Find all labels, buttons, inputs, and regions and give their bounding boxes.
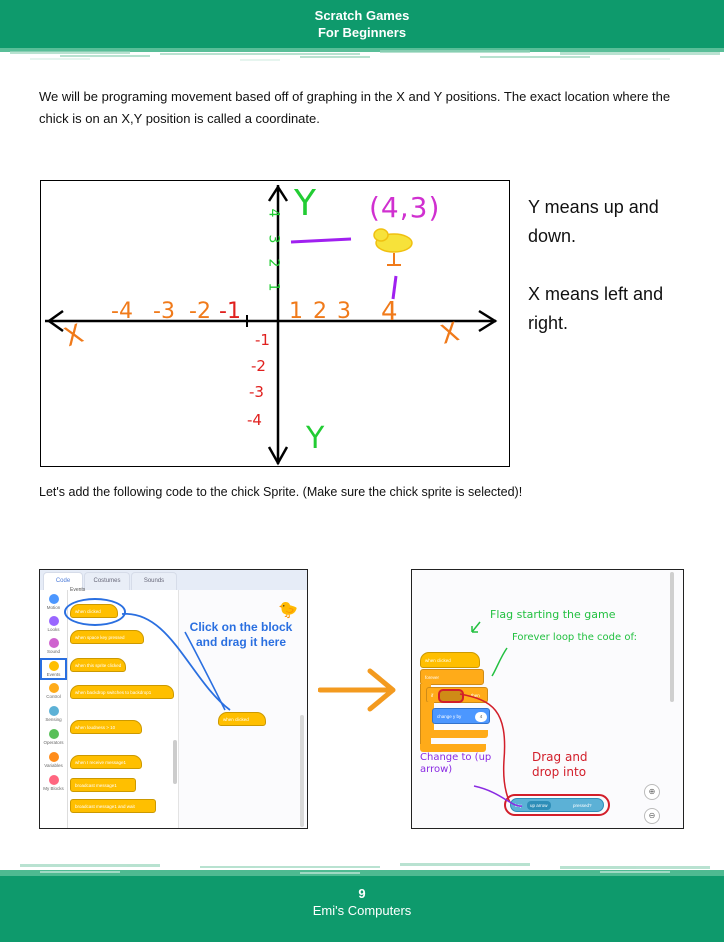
- y-label-neg4: -4: [247, 411, 262, 429]
- chick-drawing: [374, 229, 412, 265]
- coordinate-graph: [40, 180, 510, 467]
- forever-label: forever: [425, 675, 440, 680]
- section-label-events: Events: [70, 587, 86, 593]
- block-when-key-pressed-label: when space key pressed: [75, 635, 125, 640]
- x-axis-right-label: X: [437, 317, 463, 351]
- block-when-sprite-clicked-label: when this sprite clicked: [75, 663, 122, 668]
- x-axis-left-label: X: [60, 318, 88, 354]
- x-label-2: 2: [313, 299, 327, 324]
- y-label-neg3: -3: [249, 383, 264, 401]
- code-tab-label: Code: [55, 578, 71, 584]
- change-note: Change to (up arrow): [420, 752, 492, 775]
- x-label-1: 1: [289, 299, 303, 324]
- x-label-neg2: -2: [189, 299, 211, 324]
- dragged-block-label: when clicked: [223, 717, 249, 722]
- if-label: if: [431, 693, 434, 698]
- header-texture: [0, 42, 724, 64]
- footer-company: Emi's Computers: [312, 903, 412, 918]
- page-number: 9: [358, 886, 366, 901]
- flag-note: Flag starting the game: [490, 608, 616, 621]
- x-meaning-text: X means left and right.: [528, 284, 664, 333]
- header-band: [0, 0, 724, 46]
- instruction-text: Let's add the following code to the chick Sprite. (Make sure the chick sprite is selected)!: [39, 485, 523, 499]
- x-label-neg3: -3: [153, 299, 175, 324]
- sounds-tab-label: Sounds: [143, 578, 165, 584]
- category-sound-label: Sound: [46, 649, 60, 654]
- category-sensing-label: Sensing: [45, 717, 62, 722]
- costumes-tab-label: Costumes: [93, 578, 121, 584]
- y-label-neg2: -2: [251, 357, 266, 375]
- y-label-neg1: -1: [255, 331, 270, 349]
- block-when-backdrop-switches-label: when backdrop switches to backdrop1: [75, 690, 152, 695]
- block-when-loudness-label: when loudness > 10: [75, 725, 116, 730]
- y-axis-bottom-label: Y: [306, 421, 325, 456]
- y-label-2: 2: [265, 258, 282, 268]
- block-when-i-receive-label: when I receive message1: [75, 760, 127, 765]
- header-title-line2: For Beginners: [317, 25, 407, 40]
- drag-path-arrow: [40, 570, 308, 829]
- x-label-3: 3: [337, 299, 351, 324]
- category-operators-label: Operators: [43, 740, 64, 745]
- y-label-1: 1: [265, 282, 282, 292]
- change-y-label: change y by: [437, 714, 462, 719]
- x-label-neg4: -4: [111, 299, 133, 324]
- block-broadcast-label: broadcast message1: [75, 783, 117, 788]
- sensing-pressed-label: pressed?: [573, 803, 592, 808]
- change-y-value[interactable]: 4: [475, 712, 487, 722]
- y-axis-top-label: Y: [294, 183, 316, 224]
- y-label-4: 4: [265, 208, 282, 218]
- intro-paragraph: We will be programing movement based off of graphing in the X and Y positions. The exact location where the chick is on an X,Y position is called a coordinate.: [39, 89, 671, 126]
- zoom-in-icon[interactable]: ⊕: [644, 784, 660, 800]
- x-label-4: 4: [381, 297, 398, 327]
- category-variables-label: Variables: [44, 763, 63, 768]
- x-label-neg1: -1: [219, 299, 241, 324]
- guide-vertical: [393, 276, 396, 299]
- category-control-label: Control: [46, 694, 61, 699]
- category-my-blocks-label: My Blocks: [43, 786, 64, 791]
- sensing-key-label: key: [515, 803, 523, 808]
- annotation-lines: [412, 570, 684, 829]
- block-when-flag-clicked-label: when clicked: [75, 609, 101, 614]
- header-title-line1: Scratch Games: [314, 8, 410, 23]
- category-looks-label: Looks: [47, 627, 60, 632]
- category-events-label: Events: [46, 672, 61, 677]
- arrow-right-icon: [318, 665, 400, 715]
- category-motion-label: Motion: [46, 605, 61, 610]
- footer-band: [0, 876, 724, 942]
- callout-text: Click on the block and drag it here: [189, 620, 293, 649]
- drag-note: Drag and drop into: [532, 750, 588, 779]
- y-meaning-text: Y means up and down.: [528, 197, 659, 246]
- key-dropdown[interactable]: up arrow: [527, 801, 551, 810]
- zoom-out-icon[interactable]: ⊖: [644, 808, 660, 824]
- chick-sprite-icon: 🐤: [278, 602, 298, 619]
- scratch-editor-screenshot-right: [411, 569, 684, 829]
- y-label-3: 3: [265, 234, 282, 244]
- coordinate-label: (4,3): [369, 191, 441, 224]
- forever-note: Forever loop the code of:: [512, 632, 637, 643]
- scratch-editor-screenshot-left: [39, 569, 308, 829]
- block-broadcast-and-wait-label: broadcast message1 and wait: [75, 804, 135, 809]
- guide-horizontal: [291, 239, 351, 242]
- then-label: then: [471, 693, 480, 698]
- hat-label: when clicked: [425, 658, 451, 663]
